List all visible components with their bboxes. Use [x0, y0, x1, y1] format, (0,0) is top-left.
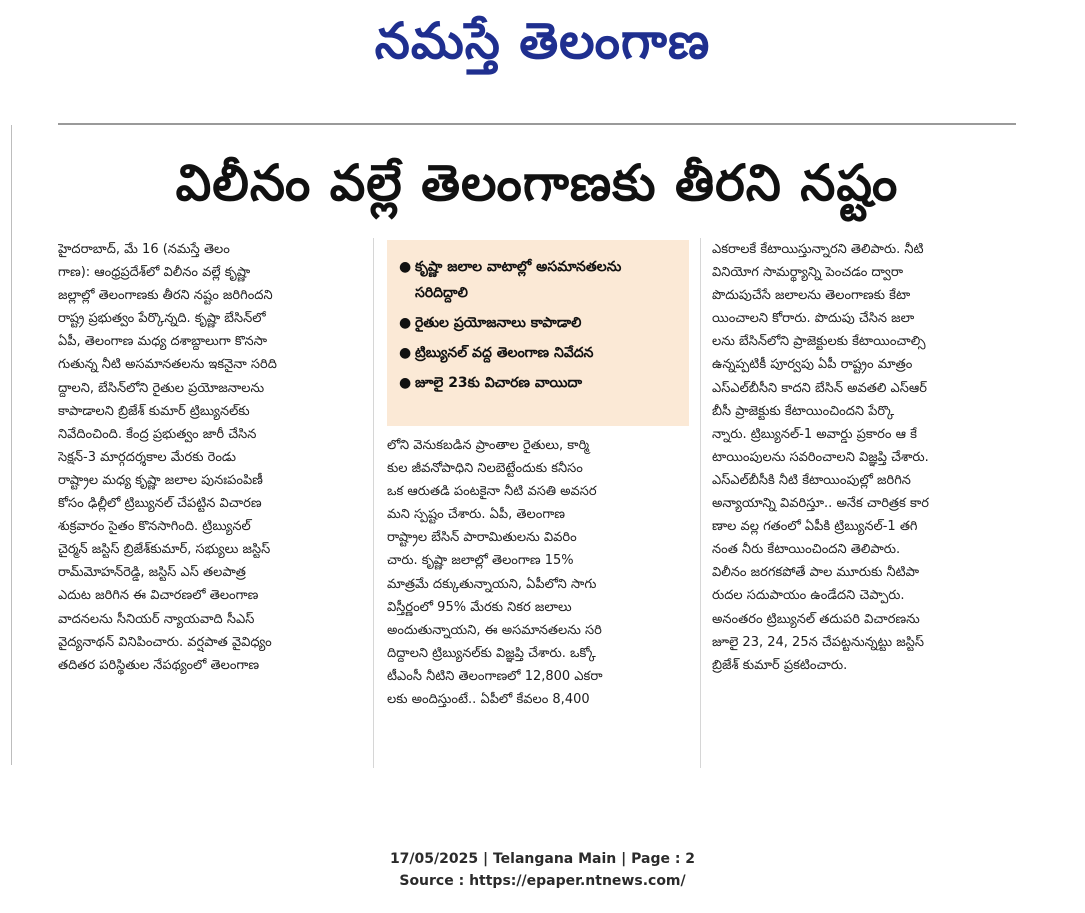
column-divider	[700, 238, 701, 768]
text-line: కుల జీవనోపాధిని నిలబెట్టేందుకు కనీసం	[387, 461, 583, 477]
masthead-logo: నమస్తే తెలంగాణ	[374, 11, 711, 70]
article-column-1	[58, 238, 358, 677]
text-line: ఉన్నప్పటికీ పూర్వపు ఏపీ రాష్ట్రం మాత్రం	[712, 357, 913, 373]
text-line: అన్యాయాన్ని వివరిస్తూ.. అనేక చారిత్రక కార	[712, 496, 929, 512]
text-line: నంత నీరు కేటాయించిందని తెలిపారు.	[712, 542, 901, 558]
text-line: మాత్రమే దక్కుతున్నాయని, ఏపీలోని సాగు	[387, 576, 597, 592]
text-line: ఏపీ, తెలంగాణ మధ్య దశాబ్దాలుగా కొనసా	[58, 334, 268, 350]
text-line: విస్తీర్ణంలో 95% మేరకు నికర జలాలు	[387, 599, 572, 615]
text-line: రుదల సదుపాయం ఉండేదని చెప్పారు.	[712, 588, 905, 604]
highlight-item: ● రైతుల ప్రయోజనాలు కాపాడాలి	[399, 310, 679, 336]
text-line: కాపాడాలని బ్రిజేశ్ కుమార్ ట్రిబ్యునల్‌కు	[58, 403, 250, 419]
text-line: అనంతరం ట్రిబ్యునల్ తదుపరి విచారణను	[712, 611, 920, 627]
text-line: రాష్ట్రాల బేసిన్ పారామితులను వివరిం	[387, 530, 577, 546]
text-line: ద్దాలని, బేసిన్‌లోని రైతుల ప్రయోజనాలను	[58, 380, 265, 396]
text-line: అందుతున్నాయని, ఈ అసమానతలను సరి	[387, 622, 602, 638]
highlight-item: ● ట్రిబ్యునల్ వద్ద తెలంగాణ నివేదన	[399, 340, 679, 366]
text-line: ఎస్ఎల్‌బీసీని కాదని బేసిన్ అవతలి ఎస్ఆర్	[712, 380, 927, 396]
text-line: టాయింపులను సవరించాలని విజ్ఞప్తి చేశారు.	[712, 449, 929, 465]
text-line: జల్లాల్లో తెలంగాణకు తీరని నష్టం జరిగిందని	[58, 288, 273, 304]
text-line: టీఎంసీ నీటిని తెలంగాణలో 12,800 ఎకరా	[387, 668, 603, 684]
text-line: సెక్షన్-3 మార్గదర్శకాల మేరకు రెండు	[58, 449, 237, 465]
header-divider	[58, 123, 1016, 125]
text-line: వాదనలను సీనియర్ న్యాయవాది సీఎస్	[58, 611, 255, 627]
bullet-icon: ●	[399, 345, 412, 361]
text-line: లకు అందిస్తుంటే.. ఏపీలో కేవలం 8,400	[387, 692, 590, 708]
text-line: చారు. కృష్ణా జలాల్లో తెలంగాణ 15%	[387, 553, 574, 569]
bullet-icon: ●	[399, 259, 412, 275]
adjacent-column-edge	[0, 125, 12, 765]
text-line: వినియోగ సామర్థ్యాన్ని పెంచడం ద్వారా	[712, 265, 904, 281]
text-line: విలీనం జరగకపోతే పాల మూరుకు నీటిపా	[712, 565, 920, 581]
text-line: ణాల వల్ల గతంలో ఏపీకి ట్రిబ్యునల్-1 తగి	[712, 519, 918, 535]
text-line: రామ్‌మోహన్‌రెడ్డి, జస్టిస్ ఎస్ తలపాత్ర	[58, 565, 246, 581]
text-line: తదితర పరిస్థితుల నేపథ్యంలో తెలంగాణ	[58, 657, 260, 673]
article-column-3	[712, 238, 1016, 677]
text-line: యించాలని కోరారు. పొదుపు చేసిన జలా	[712, 311, 915, 327]
text-line: నివేదించింది. కేంద్ర ప్రభుత్వం జారీ చేసిన	[58, 426, 257, 442]
text-line: లను బేసిన్‌లోని ప్రాజెక్టులకు కేటాయించాల్సి	[712, 334, 926, 350]
text-line: జూలై 23, 24, 25న చేపట్టనున్నట్టు జస్టిస్	[712, 634, 925, 650]
text-line: దిద్దాలని ట్రిబ్యునల్‌కు విజ్ఞప్తి చేశారు. ఒక్కో	[387, 645, 596, 661]
bullet-icon: ●	[399, 375, 412, 391]
text-line: శుక్రవారం సైతం కొనసాగింది. ట్రిబ్యునల్	[58, 519, 251, 535]
text-line: ఎదుట జరిగిన ఈ విచారణలో తెలంగాణ	[58, 588, 259, 604]
text-line: ఒక ఆరుతడి పంటకైనా నీటి వసతి అవసర	[387, 484, 597, 500]
bullet-icon: ●	[399, 315, 412, 331]
highlight-item: ● జూలై 23కు విచారణ వాయిదా	[399, 370, 679, 396]
text-line: బీసీ ప్రాజెక్టుకు కేటాయించిందని పేర్కొ	[712, 403, 895, 419]
text-line: ఎకరాలకే కేటాయిస్తున్నారని తెలిపారు. నీటి	[712, 242, 924, 257]
highlight-item: ● కృష్ణా జలాల వాటాల్లో అసమానతలను సరిదిద్దాలి	[399, 254, 679, 306]
highlights-box	[387, 240, 689, 426]
text-line: వైద్యనాథన్ వినిపించారు. వర్షపాత వైవిధ్యం	[58, 634, 272, 650]
text-line: కోసం ఢిల్లీలో ట్రిబ్యునల్ చేపట్టిన విచారణ	[58, 496, 262, 512]
text-line: మని స్పష్టం చేశారు. ఏపీ, తెలంగాణ	[387, 507, 566, 523]
text-line: చైర్మన్ జస్టిస్ బ్రిజేశ్‌కుమార్, సభ్యులు జస్టిస్	[58, 542, 271, 558]
footer-date-edition: 17/05/2025 | Telangana Main | Page : 2	[389, 851, 696, 867]
text-line: రాష్ట్రాల మధ్య కృష్ణా జలాల పునఃపంపిణీ	[58, 472, 263, 488]
column-divider	[373, 238, 374, 768]
text-line: లోని వెనుకబడిన ప్రాంతాల రైతులు, కార్మి	[387, 438, 590, 453]
text-line: పొదుపుచేసే జలాలను తెలంగాణకు కేటా	[712, 288, 911, 304]
text-line: న్నారు. ట్రిబ్యునల్-1 అవార్డు ప్రకారం ఆ కే	[712, 426, 917, 442]
footer-source-link[interactable]: Source : https://epaper.ntnews.com/	[399, 873, 686, 889]
article-headline: విలీనం వల్లే తెలంగాణకు తీరని నష్టం	[175, 154, 899, 212]
text-line: హైదరాబాద్, మే 16 (నమస్తే తెలం	[58, 242, 230, 257]
article-column-2	[387, 434, 689, 711]
text-line: బ్రిజేశ్ కుమార్ ప్రకటించారు.	[712, 657, 848, 673]
text-line: గుతున్న నీటి అసమానతలను ఇకనైనా సరిది	[58, 357, 277, 373]
text-line: ఎస్ఎల్‌బీసీకి నీటి కేటాయింపుల్లో జరిగిన	[712, 472, 911, 488]
text-line: రాష్ట్ర ప్రభుత్వం పేర్కొన్నది. కృష్ణా బేసిన్‌లో	[58, 311, 266, 327]
text-line: గాణ): ఆంధ్రప్రదేశ్‌లో విలీనం వల్లే కృష్ణా	[58, 265, 251, 281]
